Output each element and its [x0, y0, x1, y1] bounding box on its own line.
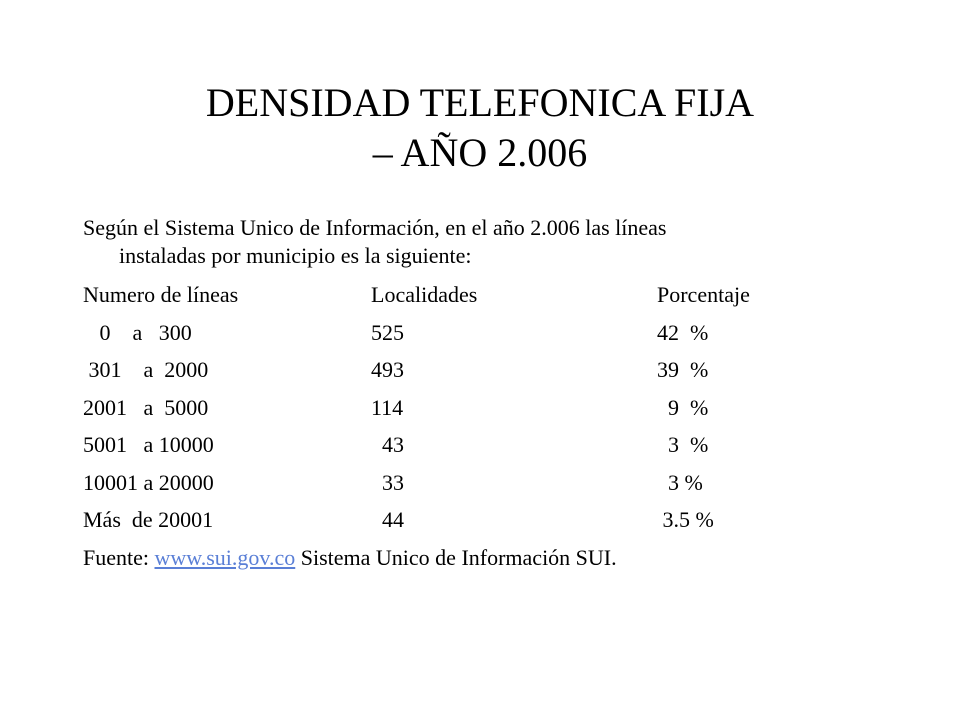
source-line [83, 539, 903, 577]
table-row [83, 351, 903, 389]
cell-lines: 5001 a 10000 [83, 432, 214, 457]
cell-localities: 525 [371, 319, 404, 345]
cell-lines: 2001 a 5000 [83, 394, 209, 420]
header-localities: Localidades [371, 282, 478, 307]
table-header-row [83, 276, 903, 314]
header-percent: Porcentaje [657, 282, 750, 307]
lines-table [83, 276, 903, 539]
cell-localities: 493 [371, 357, 404, 382]
cell-localities: 43 [371, 432, 404, 457]
slide-title-line-1: DENSIDAD TELEFONICA FIJA [205, 80, 755, 125]
source-link[interactable]: www.sui.gov.co [154, 544, 296, 570]
cell-lines: 10001 a 20000 [83, 469, 214, 495]
table-row [83, 389, 903, 427]
cell-percent: 42 % [657, 319, 709, 345]
table-row [83, 426, 903, 464]
cell-localities: 114 [371, 394, 404, 420]
cell-percent: 3 % [657, 432, 709, 457]
slide-body [83, 214, 903, 576]
cell-percent: 3 % [657, 469, 703, 495]
source-suffix: Sistema Unico de Información SUI. [295, 544, 617, 570]
slide-title [0, 78, 960, 178]
cell-percent: 9 % [657, 394, 709, 420]
cell-lines: 301 a 2000 [83, 357, 209, 382]
header-lines: Numero de líneas [83, 282, 239, 307]
slide-title-line-2: – AÑO 2.006 [372, 130, 588, 175]
table-row [83, 464, 903, 502]
cell-percent: 3.5 % [657, 507, 714, 532]
cell-localities: 33 [371, 469, 404, 495]
cell-percent: 39 % [657, 357, 709, 382]
cell-lines: Más de 20001 [83, 507, 214, 532]
intro-paragraph [83, 214, 903, 270]
table-row [83, 501, 903, 539]
intro-line-1: Según el Sistema Unico de Información, en el año 2.006 las líneas [83, 215, 667, 240]
cell-localities: 44 [371, 507, 404, 532]
intro-line-2: instaladas por municipio es la siguiente: [119, 243, 472, 268]
source-prefix: Fuente: [83, 544, 155, 570]
cell-lines: 0 a 300 [83, 319, 192, 345]
table-row [83, 314, 903, 352]
